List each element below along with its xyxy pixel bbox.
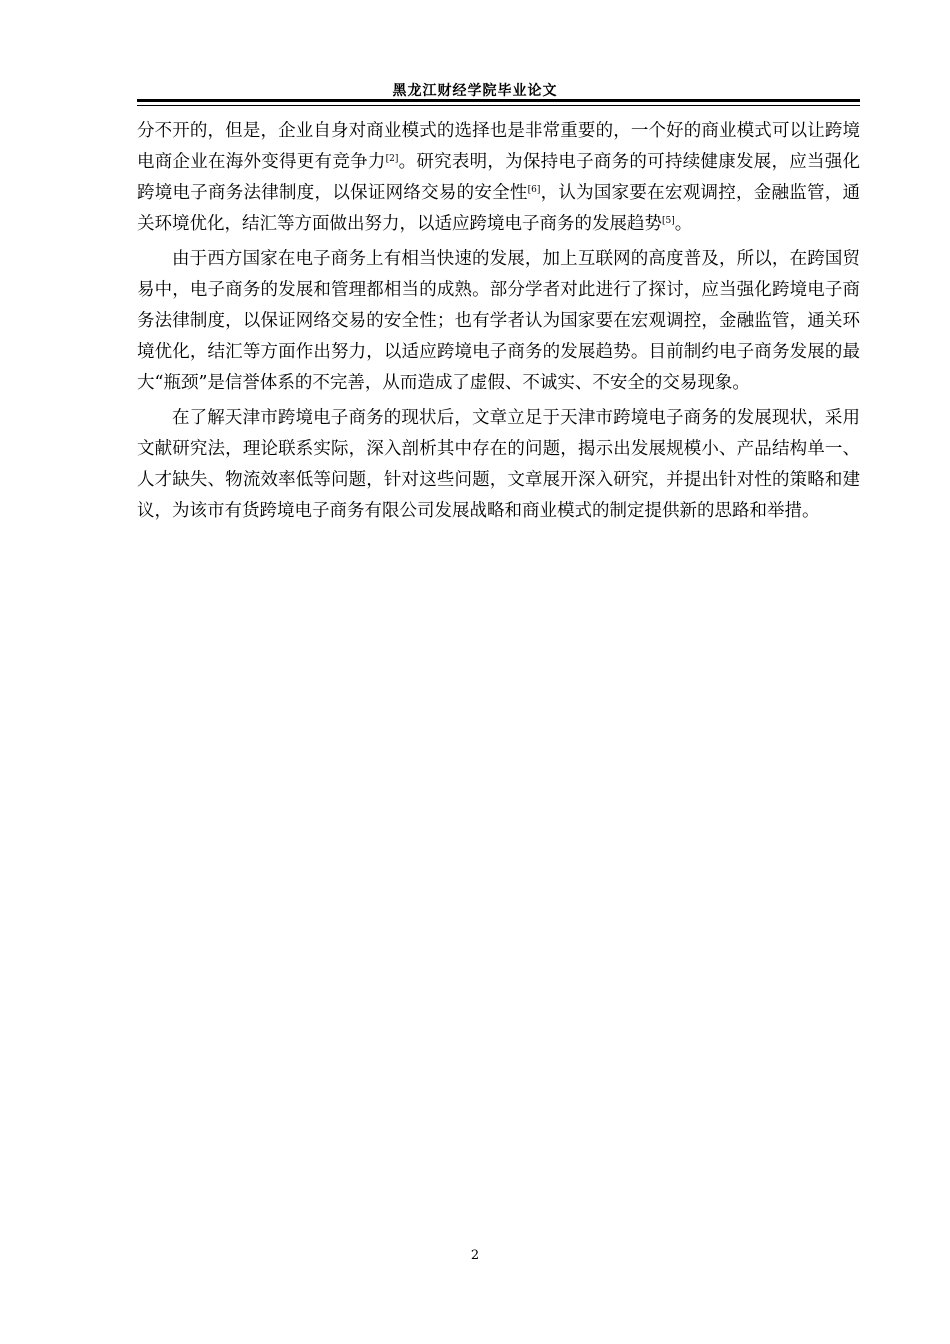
citation-5: [5] (662, 216, 675, 226)
body-text (137, 116, 860, 531)
header-rule-thin (137, 105, 860, 106)
paragraph-1-text-4: 。 (674, 214, 693, 234)
paragraph-1-text-2: 。研究表明，为保持电子商务的可持续健康发展，应当强化跨境电子商务法律制度，以保证网络交易的安全性 (137, 152, 861, 203)
paragraph-1 (137, 116, 860, 240)
citation-6: [6] (527, 185, 541, 195)
paragraph-2-text: 由于西方国家在电子商务上有相当快速的发展，加上互联网的高度普及，所以，在跨国贸易中，电子商务的发展和管理都相当的成熟。部分学者对此进行了探讨，应当强化跨境电子商务法律制度，以保证网络交易的安全性；也有学者认为国家要在宏观调控，金融监管，通关环境优化，结汇等方面作出努力，以适应跨境电子商务的发展趋势。目前制约电子商务发展的最大“瓶颈”是信誉体系的不完善，从而造成了虚假、不诚实、不安全的交易现象。 (137, 249, 860, 393)
citation-2: [2] (385, 154, 399, 164)
header-rule-thick (137, 99, 860, 102)
page-number: 2 (470, 1248, 480, 1263)
paragraph-3-text: 在了解天津市跨境电子商务的现状后，文章立足于天津市跨境电子商务的发展现状，采用文献研究法，理论联系实际，深入剖析其中存在的问题，揭示出发展规模小、产品结构单一、人才缺失、物流效率低等问题，针对这些问题，文章展开深入研究，并提出针对性的策略和建议，为该市有货跨境电子商务有限公司发展战略和商业模式的制定提供新的思路和举措。 (137, 408, 860, 521)
paragraph-2 (137, 244, 860, 399)
paragraph-3 (137, 403, 860, 527)
paragraph-1-text-3: ，认为国家要在宏观调控，金融监管，通关环境优化，结汇等方面做出努力，以适应跨境电子商务的发展趋势 (137, 183, 861, 234)
header-title: 黑龙江财经学院毕业论文 (392, 83, 558, 99)
paragraph-1-text-1: 分不开的，但是，企业自身对商业模式的选择也是非常重要的，一个好的商业模式可以让跨境电商企业在海外变得更有竞争力 (137, 121, 860, 172)
